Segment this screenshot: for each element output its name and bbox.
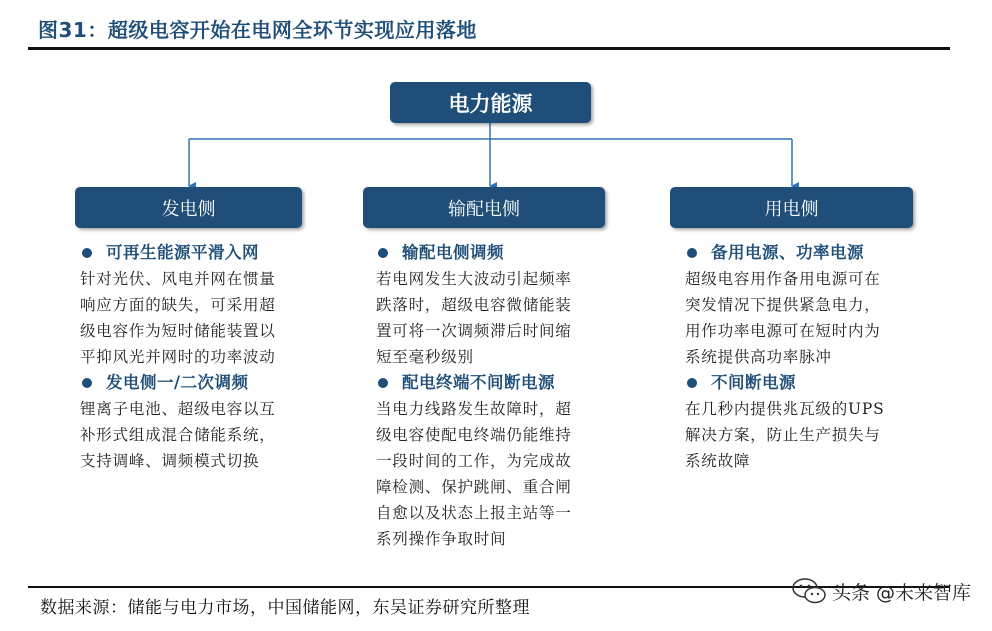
line: 系列操作争取时间	[376, 530, 507, 548]
column-transmission-distribution	[376, 240, 602, 552]
line: 超级电容用作备用电源可在	[685, 270, 881, 288]
bullet-icon	[82, 248, 92, 258]
source-note: 数据来源：储能与电力市场，中国储能网，东吴证券研究所整理	[40, 598, 530, 618]
section-heading: 发电侧一/二次调频	[80, 370, 306, 396]
line: 系统提供高功率脉冲	[685, 348, 832, 366]
column-consumption	[685, 240, 911, 474]
line: 平抑风光并网时的功率波动	[80, 348, 276, 366]
section-heading: 可再生能源平滑入网	[80, 240, 306, 266]
figure-title: 图31：超级电容开始在电网全环节实现应用落地	[38, 18, 477, 42]
line: 级电容作为短时储能装置以	[80, 322, 276, 340]
line: 突发情况下提供紧急电力，	[685, 296, 881, 314]
line: 系统故障	[685, 452, 751, 470]
line: 短至毫秒级别	[376, 348, 474, 366]
section-heading: 不间断电源	[685, 370, 911, 396]
column-generation	[80, 240, 306, 474]
bullet-icon	[378, 248, 388, 258]
bullet-icon	[378, 378, 388, 388]
wechat-icon	[790, 576, 828, 606]
category-transmission-distribution-side: 输配电侧	[363, 187, 605, 228]
line: 锂离子电池、超级电容以互	[80, 400, 276, 418]
line: 解决方案，防止生产损失与	[685, 426, 881, 444]
line: 用作功率电源可在短时内为	[685, 322, 881, 340]
line: 在几秒内提供兆瓦级的UPS	[685, 400, 885, 418]
line: 置可将一次调频滞后时间缩	[376, 322, 572, 340]
line: 当电力线路发生故障时，超	[376, 400, 572, 418]
category-generation-side: 发电侧	[75, 187, 302, 228]
section-heading: 输配电侧调频	[376, 240, 602, 266]
bullet-icon	[82, 378, 92, 388]
watermark-text: 头条 @未来智库	[832, 581, 972, 604]
line: 自愈以及状态上报主站等一	[376, 504, 572, 522]
line: 支持调峰、调频模式切换	[80, 452, 260, 470]
root-node-power-energy: 电力能源	[390, 82, 591, 123]
category-consumption-side: 用电侧	[670, 187, 913, 228]
watermark	[790, 576, 971, 606]
line: 补形式组成混合储能系统，	[80, 426, 276, 444]
line: 响应方面的缺失，可采用超	[80, 296, 276, 314]
line: 一段时间的工作，为完成故	[376, 452, 572, 470]
line: 级电容使配电终端仍能维持	[376, 426, 572, 444]
section-heading: 备用电源、功率电源	[685, 240, 911, 266]
line: 若电网发生大波动引起频率	[376, 270, 572, 288]
bullet-icon	[687, 248, 697, 258]
line: 障检测、保护跳闸、重合闸	[376, 478, 572, 496]
bullet-icon	[687, 378, 697, 388]
line: 针对光伏、风电并网在惯量	[80, 270, 276, 288]
section-heading: 配电终端不间断电源	[376, 370, 602, 396]
line: 跌落时，超级电容微储能装	[376, 296, 572, 314]
